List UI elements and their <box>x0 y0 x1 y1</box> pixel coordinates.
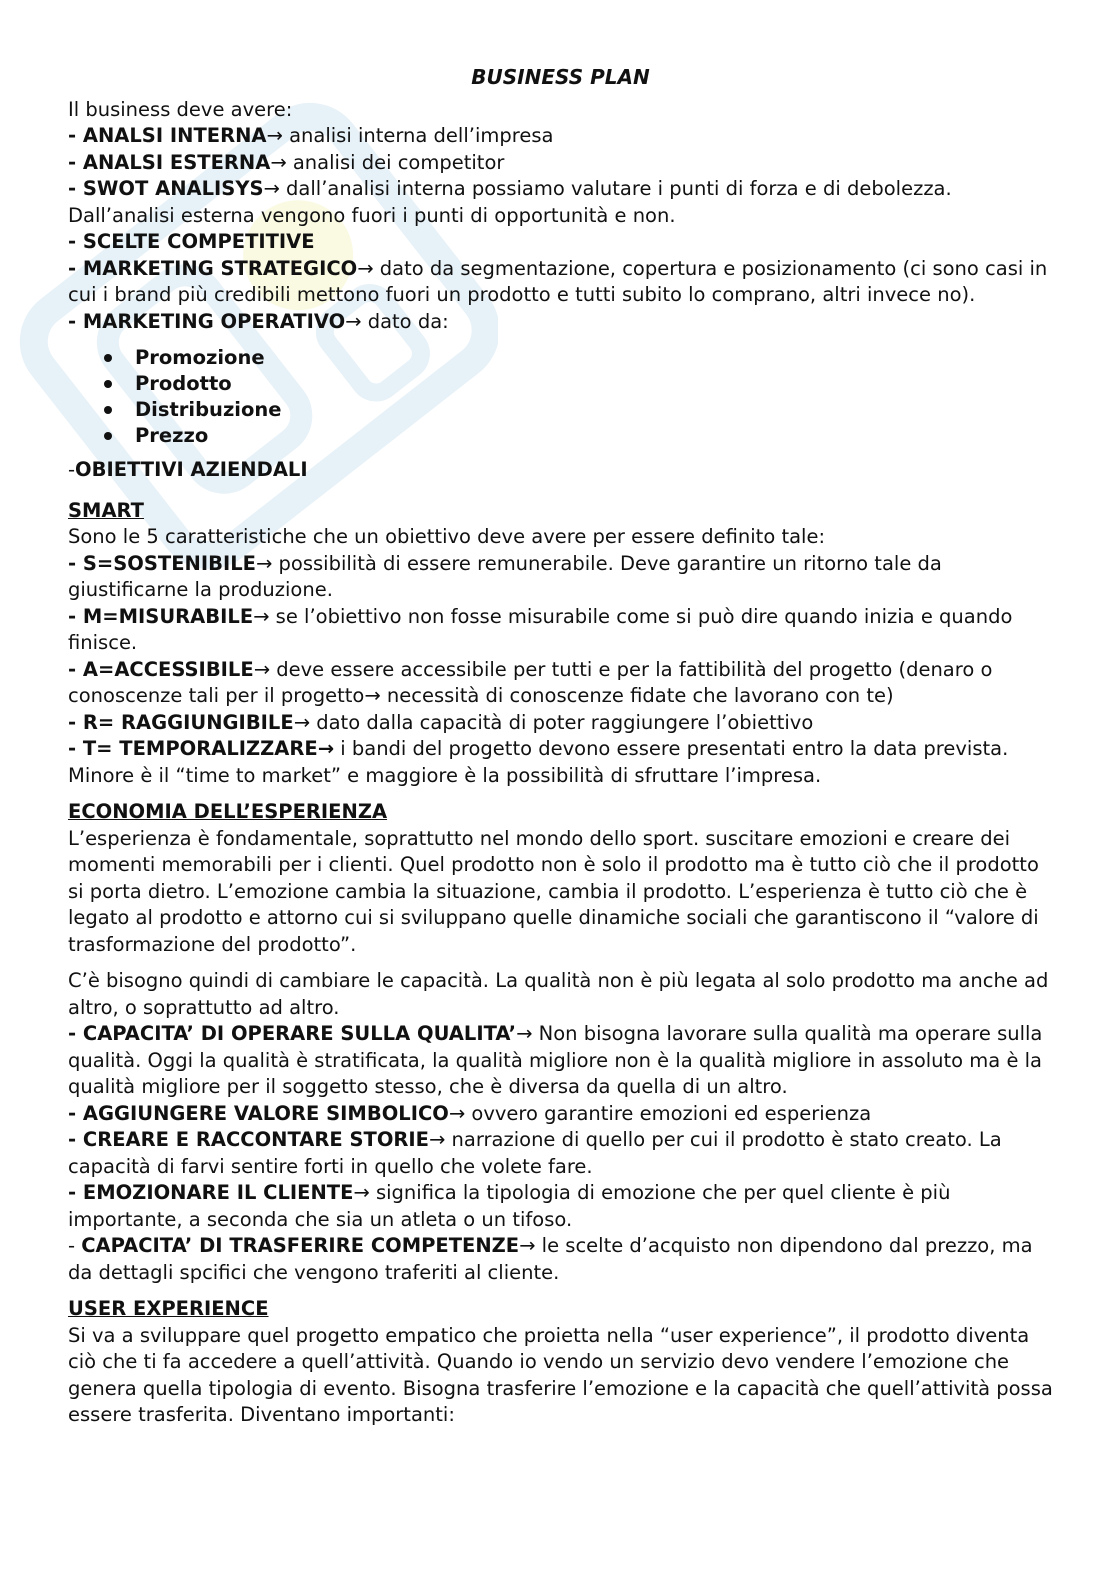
item-label: - R= RAGGIUNGIBILE <box>68 710 294 734</box>
item-label: OBIETTIVI AZIENDALI <box>75 458 308 481</box>
ux-heading: USER EXPERIENCE <box>68 1297 269 1320</box>
item-competenze <box>68 1233 1053 1286</box>
arrow-icon: → <box>429 1128 446 1151</box>
doc-title: BUSINESS PLAN <box>471 65 650 89</box>
arrow-icon: → <box>516 1022 533 1045</box>
smart-s <box>68 551 1053 604</box>
item-label: - CAPACITA’ DI OPERARE SULLA QUALITA’ <box>68 1022 517 1045</box>
item-text: narrazione di quello per cui il prodotto è stato creato. La capacità di farvi sentire forti in quello che volete fare. <box>68 1128 1002 1178</box>
item-text: analisi interna dell’impresa <box>282 124 554 147</box>
item-analisi-esterna <box>68 150 1053 177</box>
item-text: significa la tipologia di emozione che per quel cliente è più importante, a seconda che sia un atleta o un tifoso. <box>68 1181 951 1231</box>
smart-heading: SMART <box>68 498 144 522</box>
arrow-icon: → <box>519 1234 536 1257</box>
smart-a <box>68 657 1053 710</box>
item-text: i bandi del progetto devono essere presentati entro la data prevista. Minore è il “time to market” e maggiore è la possibilità di sfruttare l’impresa. <box>68 737 1009 787</box>
item-label: - ANALSI ESTERNA <box>68 150 271 174</box>
economia-heading: ECONOMIA DELL’ESPERIENZA <box>68 800 388 823</box>
item-label: - MARKETING OPERATIVO <box>68 309 346 333</box>
arrow-icon: → <box>317 737 335 760</box>
arrow-icon: → <box>448 1101 466 1125</box>
item-dash: - <box>68 458 76 481</box>
item-analisi-interna <box>68 123 1053 150</box>
item-text: necessità di conoscenze fidate che lavorano con te) <box>380 684 894 707</box>
smart-t <box>68 736 1053 789</box>
item-scelte-competitive: - SCELTE COMPETITIVE <box>68 230 315 253</box>
item-label: - EMOZIONARE IL CLIENTE <box>68 1181 354 1204</box>
item-text: deve essere accessibile per tutti e per la fattibilità del progetto (denaro o conoscenze tali per il progetto <box>68 657 993 707</box>
arrow-icon: → <box>256 551 273 575</box>
intro-text: Il business deve avere: <box>68 97 293 121</box>
item-storie <box>68 1127 1053 1180</box>
item-dash: - <box>68 1234 82 1257</box>
arrow-icon: → <box>353 1181 370 1204</box>
economia-paragraph-2: C’è bisogno quindi di cambiare le capacità. La qualità non è più legata al solo prodotto ma anche ad altro, o soprattutto ad altro. <box>68 969 1049 1019</box>
smart-r <box>68 710 1053 737</box>
item-label: - MARKETING STRATEGICO <box>68 256 358 280</box>
arrow-icon: → <box>345 309 362 333</box>
economia-paragraph-1: L’esperienza è fondamentale, soprattutto nel mondo dello sport. suscitare emozioni e creare dei momenti memorabili per i clienti. Quel prodotto non è solo il prodotto ma è tutto ciò che il prodotto si porta dietro. L’emozione cambia la situazione, cambia il prodotto. L’esperienza è tutto ciò che è legato al prodotto e attorno cui si sviluppano quelle dinamiche sociali che garantiscono il “valore di trasformazione del prodotto”. <box>68 826 1039 956</box>
item-text: dall’analisi interna possiamo valutare i punti di forza e di debolezza. Dall’analisi esterna vengono fuori i punti di opportunità e non. <box>68 177 952 227</box>
item-label: - CREARE E RACCONTARE STORIE <box>68 1128 429 1151</box>
item-qualita <box>68 1021 1053 1101</box>
list-item: Distribuzione <box>135 397 1053 423</box>
item-text: possibilità di essere remunerabile. Deve garantire un ritorno tale da giustificarne la produzione. <box>68 551 942 601</box>
item-label: CAPACITA’ DI TRASFERIRE COMPETENZE <box>81 1234 520 1257</box>
item-text: analisi dei competitor <box>286 150 505 174</box>
list-item: Promozione <box>135 345 1053 371</box>
arrow-icon: → <box>364 684 381 707</box>
smart-m <box>68 604 1053 657</box>
list-item: Prodotto <box>135 371 1053 397</box>
item-text: dato dalla capacità di poter raggiungere l’obiettivo <box>310 710 814 734</box>
item-label: - S=SOSTENIBILE <box>68 551 256 575</box>
arrow-icon: → <box>253 604 270 628</box>
item-emozionare <box>68 1180 1053 1233</box>
list-item: Prezzo <box>135 423 1053 449</box>
item-swot <box>68 176 1053 229</box>
item-valore-simbolico <box>68 1101 1053 1128</box>
item-label: - ANALSI INTERNA <box>68 124 267 147</box>
item-text: dato da segmentazione, copertura e posizionamento (ci sono casi in cui i brand più credibili mettono fuori un prodotto e tutti subito lo comprano, altri invece no). <box>68 256 1048 306</box>
arrow-icon: → <box>263 177 280 200</box>
item-label: - A=ACCESSIBILE <box>68 657 254 681</box>
arrow-icon: → <box>253 657 271 681</box>
item-text: dato da: <box>361 309 449 333</box>
smart-intro: Sono le 5 caratteristiche che un obiettivo deve avere per essere definito tale: <box>68 525 826 548</box>
ux-paragraph: Si va a sviluppare quel progetto empatico che proietta nella “user experience”, il prodotto diventa ciò che ti fa accedere a quell’attività. Quando io vendo un servizio devo vendere l’emozione che genera quella tipologia di evento. Bisogna trasferire l’emozione e la capacità che quell’attività possa essere trasferita. Diventano importanti: <box>68 1323 1053 1426</box>
arrow-icon: → <box>357 256 374 280</box>
item-label: - M=MISURABILE <box>68 604 254 628</box>
item-text: le scelte d’acquisto non dipendono dal prezzo, ma da dettagli spcifici che vengono traferiti al cliente. <box>68 1234 1033 1284</box>
item-obiettivi-aziendali <box>68 457 1053 484</box>
arrow-icon: → <box>293 710 311 734</box>
item-label: - AGGIUNGERE VALORE SIMBOLICO <box>68 1101 449 1125</box>
item-marketing-operativo <box>68 309 1053 336</box>
item-text: se l’obiettivo non fosse misurabile come si può dire quando inizia e quando finisce. <box>68 604 1013 654</box>
item-label: - SWOT ANALISYS <box>68 177 264 200</box>
arrow-icon: → <box>266 124 283 147</box>
item-text: ovvero garantire emozioni ed esperienza <box>465 1101 872 1125</box>
marketing-mix-list <box>68 345 1053 449</box>
item-marketing-strategico <box>68 256 1053 309</box>
item-label: - T= TEMPORALIZZARE <box>68 737 318 760</box>
item-text: Non bisogna lavorare sulla qualità ma operare sulla qualità. Oggi la qualità è stratificata, la qualità migliore non è la qualità migliore in assoluto ma è la qualità migliore per il soggetto stesso, che è diversa da quella di un altro. <box>68 1022 1043 1098</box>
document-page <box>68 64 1053 1429</box>
arrow-icon: → <box>270 150 287 174</box>
